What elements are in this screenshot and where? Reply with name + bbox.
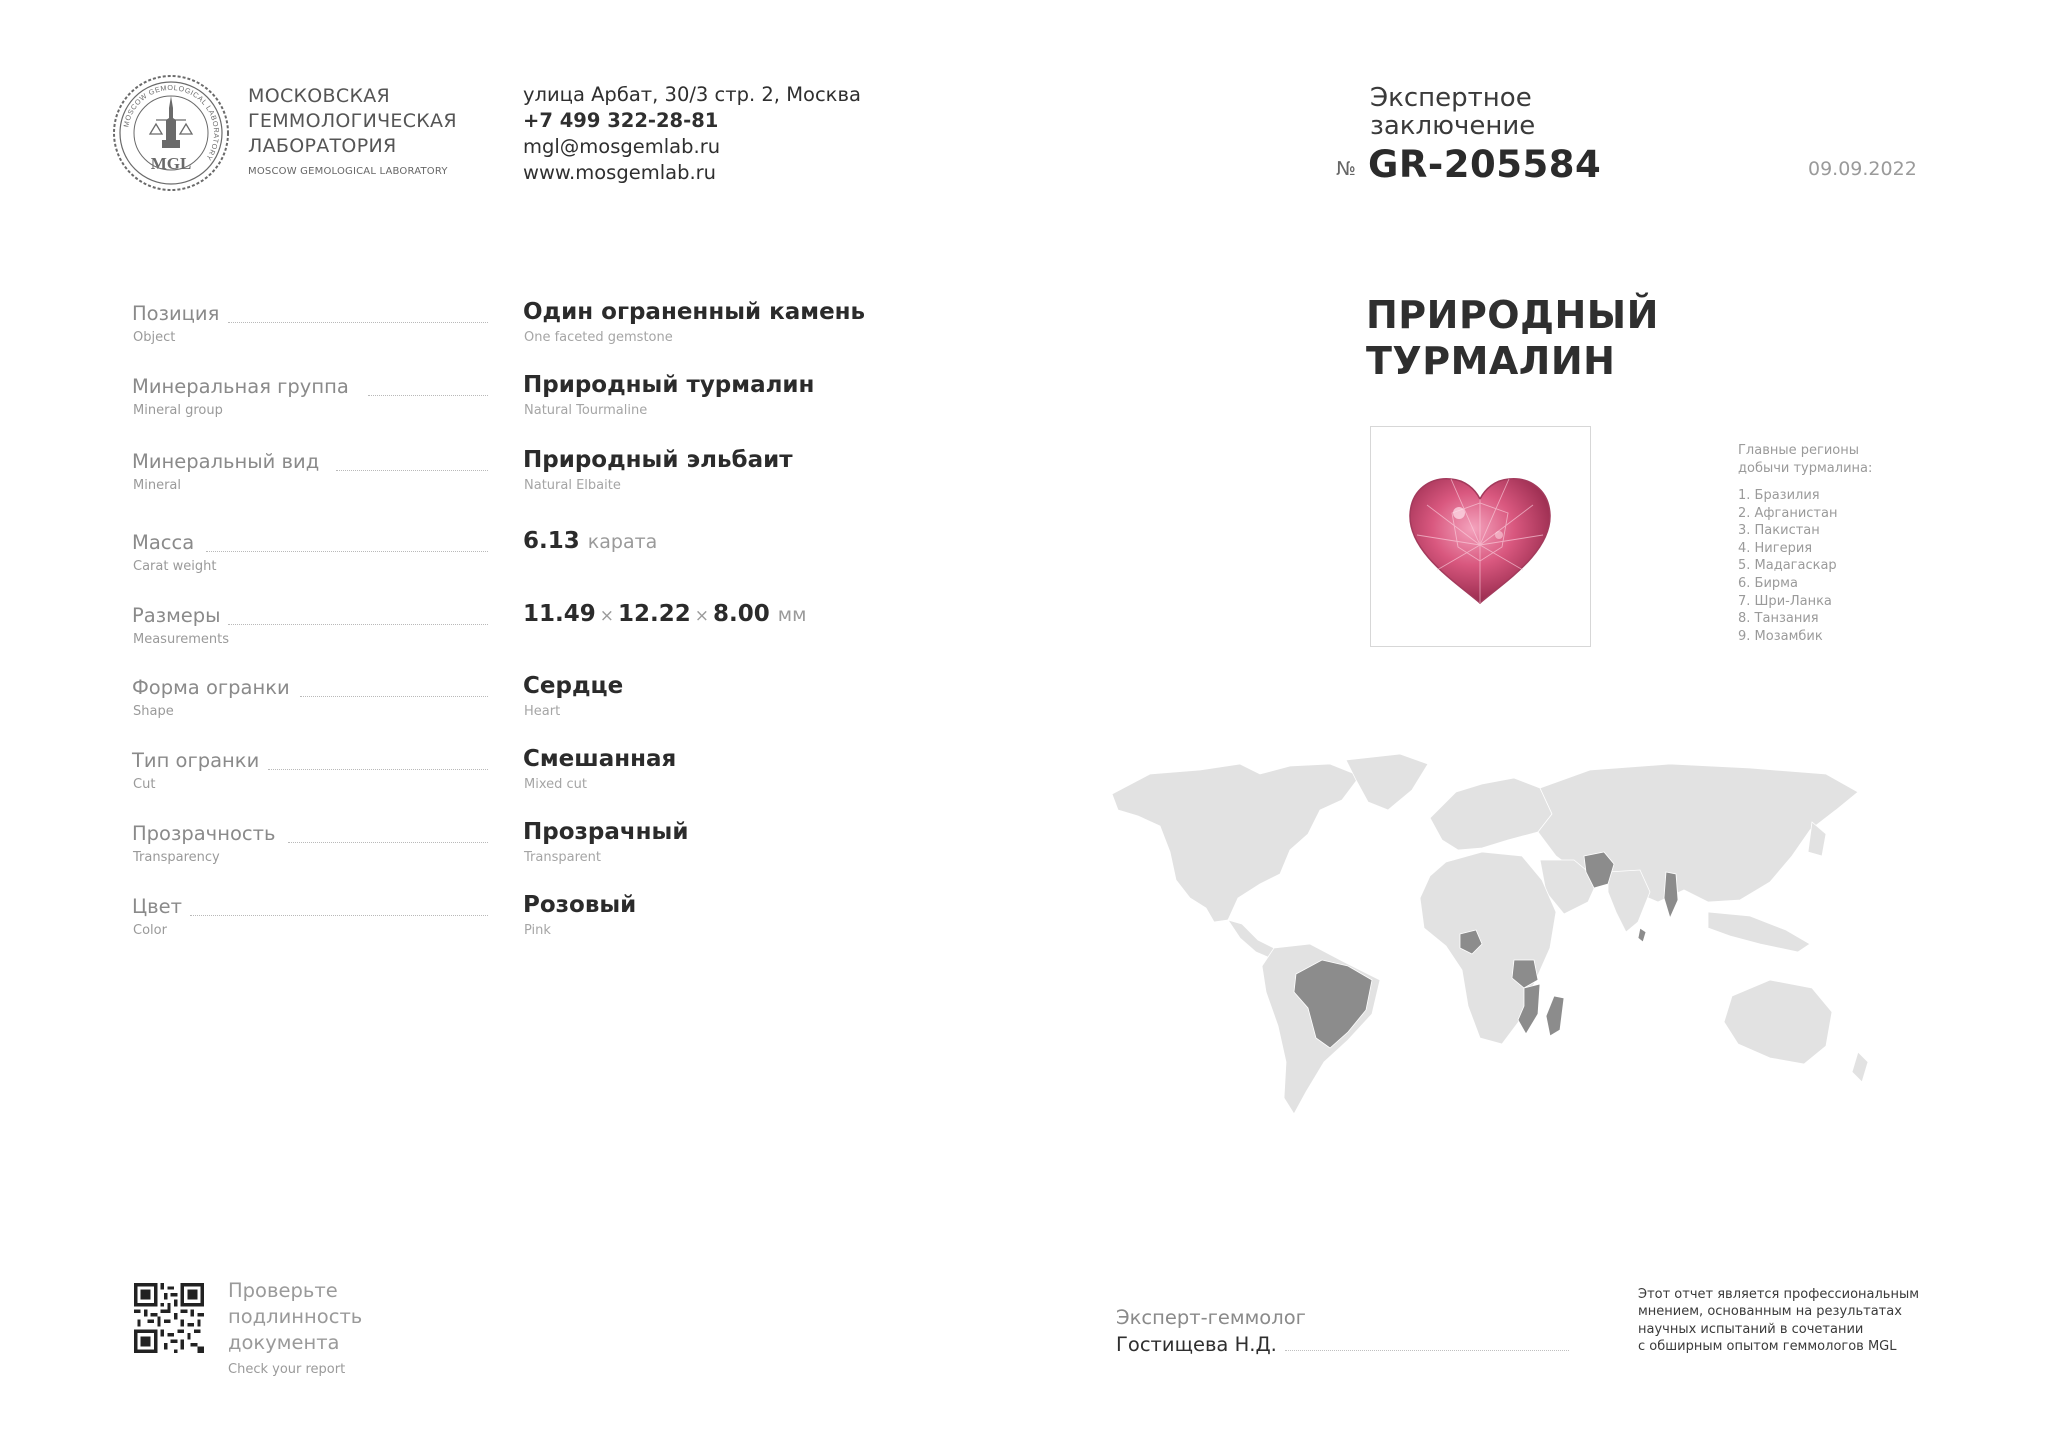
verify-line: подлинность <box>228 1305 363 1328</box>
regions-title <box>1738 442 1872 478</box>
gem-title-line: ПРИРОДНЫЙ <box>1366 293 1659 337</box>
region-item: 8. Танзания <box>1738 611 1819 627</box>
property-row-shape <box>132 673 1012 736</box>
property-label-en: Mineral <box>133 478 181 493</box>
property-value-en: Natural Elbaite <box>524 478 621 493</box>
property-label-en: Carat weight <box>133 559 217 574</box>
lab-name-line: ЛАБОРАТОРИЯ <box>248 135 397 157</box>
property-value-en: Natural Tourmaline <box>524 403 648 418</box>
region-central-america <box>1228 920 1274 958</box>
email-link[interactable]: mgl@mosgemlab.ru <box>523 135 721 158</box>
gem-title-line: ТУРМАЛИН <box>1366 339 1616 383</box>
property-label-en: Shape <box>133 704 174 719</box>
property-value-en: Heart <box>524 704 561 719</box>
dotted-leader <box>268 769 488 770</box>
contacts-block <box>523 82 861 186</box>
certificate-number-label: № <box>1336 158 1356 180</box>
region-item: 6. Бирма <box>1738 575 1798 591</box>
disclaimer-line: мнением, основанным на результатах <box>1638 1304 1902 1320</box>
disclaimer-line: научных испытаний в сочетании <box>1638 1321 1864 1337</box>
property-row-measurements <box>132 601 1012 664</box>
property-label: Размеры <box>132 604 221 627</box>
disclaimer-line: с обширным опытом геммологов MGL <box>1638 1339 1897 1355</box>
property-label-en: Object <box>133 330 176 345</box>
regions-title-line: добычи турмалина: <box>1738 461 1873 476</box>
verify-line: Проверьте <box>228 1279 338 1302</box>
property-row-carat-weight <box>132 528 1012 591</box>
highlight-sri-lanka <box>1638 928 1646 942</box>
seal-text: MOSCOW GEMOLOGICAL LABORATORY <box>121 82 222 163</box>
certificate-date: 09.09.2022 <box>1808 158 1917 180</box>
property-value: Смешанная <box>523 746 677 772</box>
dotted-leader <box>190 915 488 916</box>
property-label: Позиция <box>132 302 220 325</box>
regions-list <box>1738 487 1837 645</box>
property-label-en: Mineral group <box>133 403 223 418</box>
property-row-transparency <box>132 819 1012 882</box>
property-row-mineral <box>132 447 1012 510</box>
property-label: Цвет <box>132 895 182 918</box>
verify-line: документа <box>228 1331 340 1354</box>
property-value: Розовый <box>523 892 637 918</box>
property-value: Сердце <box>523 673 624 699</box>
property-value-en: Transparent <box>524 850 601 865</box>
region-india <box>1608 870 1650 932</box>
dotted-leader <box>300 696 488 697</box>
phone[interactable]: +7 499 322-28-81 <box>523 109 719 132</box>
property-label: Минеральная группа <box>132 375 349 398</box>
region-item: 7. Шри-Ланка <box>1738 593 1832 609</box>
website-link[interactable]: www.mosgemlab.ru <box>523 161 717 184</box>
property-label-en: Cut <box>133 777 156 792</box>
region-new-zealand <box>1852 1052 1868 1082</box>
lab-name-line: ГЕММОЛОГИЧЕСКАЯ <box>248 110 457 132</box>
continent-north-america <box>1112 764 1360 922</box>
property-label-en: Transparency <box>133 850 220 865</box>
dotted-leader <box>228 322 488 323</box>
property-value <box>523 528 657 554</box>
disclaimer-line: Этот отчет является профессиональным <box>1638 1287 1920 1302</box>
continent-greenland <box>1346 754 1428 810</box>
continent-europe <box>1430 778 1552 850</box>
property-row-mineral-group <box>132 372 1012 435</box>
region-item: 3. Пакистан <box>1738 523 1820 539</box>
dotted-leader <box>368 395 488 396</box>
lab-name-line: МОСКОВСКАЯ <box>248 85 391 107</box>
property-row-color <box>132 892 1012 955</box>
property-label: Форма огранки <box>132 676 290 699</box>
lab-name <box>248 84 457 159</box>
property-label: Минеральный вид <box>132 450 320 473</box>
carat-value: 6.13 <box>523 528 580 554</box>
region-item: 5. Мадагаскар <box>1738 558 1837 574</box>
dotted-leader <box>288 842 488 843</box>
dimension-separator: × <box>694 606 710 626</box>
property-row-cut <box>132 746 1012 809</box>
lab-logo-seal <box>112 74 230 192</box>
dotted-leader <box>228 624 488 625</box>
logo-monogram: MGL <box>150 154 192 173</box>
property-value-en: Mixed cut <box>524 777 587 792</box>
dotted-leader <box>206 551 488 552</box>
certificate-title-line: заключение <box>1370 111 1536 141</box>
certificate-number: GR-205584 <box>1368 143 1602 186</box>
property-value: Один ограненный камень <box>523 299 866 325</box>
verify-text <box>228 1278 362 1356</box>
verify-text-en: Check your report <box>228 1362 346 1377</box>
property-value: Прозрачный <box>523 819 689 845</box>
regions-title-line: Главные регионы <box>1738 443 1860 458</box>
continent-australia <box>1724 980 1832 1064</box>
highlight-burma <box>1664 872 1678 918</box>
dimension-separator: × <box>599 606 615 626</box>
lab-name-en: MOSCOW GEMOLOGICAL LABORATORY <box>248 166 448 177</box>
disclaimer <box>1638 1286 1938 1356</box>
property-value: Природный эльбаит <box>523 447 793 473</box>
certificate-title <box>1370 84 1535 140</box>
expert-name: Гостищева Н.Д. <box>1116 1333 1277 1356</box>
dimension-unit: мм <box>777 604 807 626</box>
gem-photo-heart <box>1407 475 1553 605</box>
region-item: 9. Мозамбик <box>1738 628 1823 644</box>
dimension-length: 11.49 <box>523 601 596 627</box>
region-item: 4. Нигерия <box>1738 540 1813 556</box>
property-value: Природный турмалин <box>523 372 815 398</box>
certificate-title-line: Экспертное <box>1370 83 1532 113</box>
property-value <box>523 601 806 627</box>
property-row-object <box>132 299 1012 362</box>
carat-unit: карата <box>587 531 658 553</box>
property-label: Прозрачность <box>132 822 276 845</box>
qr-code[interactable] <box>134 1283 204 1353</box>
dotted-leader <box>336 470 488 471</box>
property-value-en: One faceted gemstone <box>524 330 673 345</box>
property-value-en: Pink <box>524 923 551 938</box>
address: улица Арбат, 30/3 стр. 2, Москва <box>523 83 861 106</box>
property-label-en: Measurements <box>133 632 230 647</box>
dimension-width: 12.22 <box>618 601 691 627</box>
region-southeast-asia <box>1708 912 1810 952</box>
region-item: 1. Бразилия <box>1738 488 1820 503</box>
gem-title <box>1366 292 1659 384</box>
world-map <box>1110 752 1890 1137</box>
expert-role: Эксперт-геммолог <box>1116 1306 1306 1329</box>
property-label: Тип огранки <box>132 749 260 772</box>
dimension-depth: 8.00 <box>713 601 770 627</box>
property-label: Масса <box>132 531 195 554</box>
gem-photo-frame <box>1370 426 1591 647</box>
signature-line <box>1285 1350 1569 1351</box>
property-label-en: Color <box>133 923 167 938</box>
region-item: 2. Афганистан <box>1738 505 1838 521</box>
highlight-madagascar <box>1546 996 1564 1036</box>
